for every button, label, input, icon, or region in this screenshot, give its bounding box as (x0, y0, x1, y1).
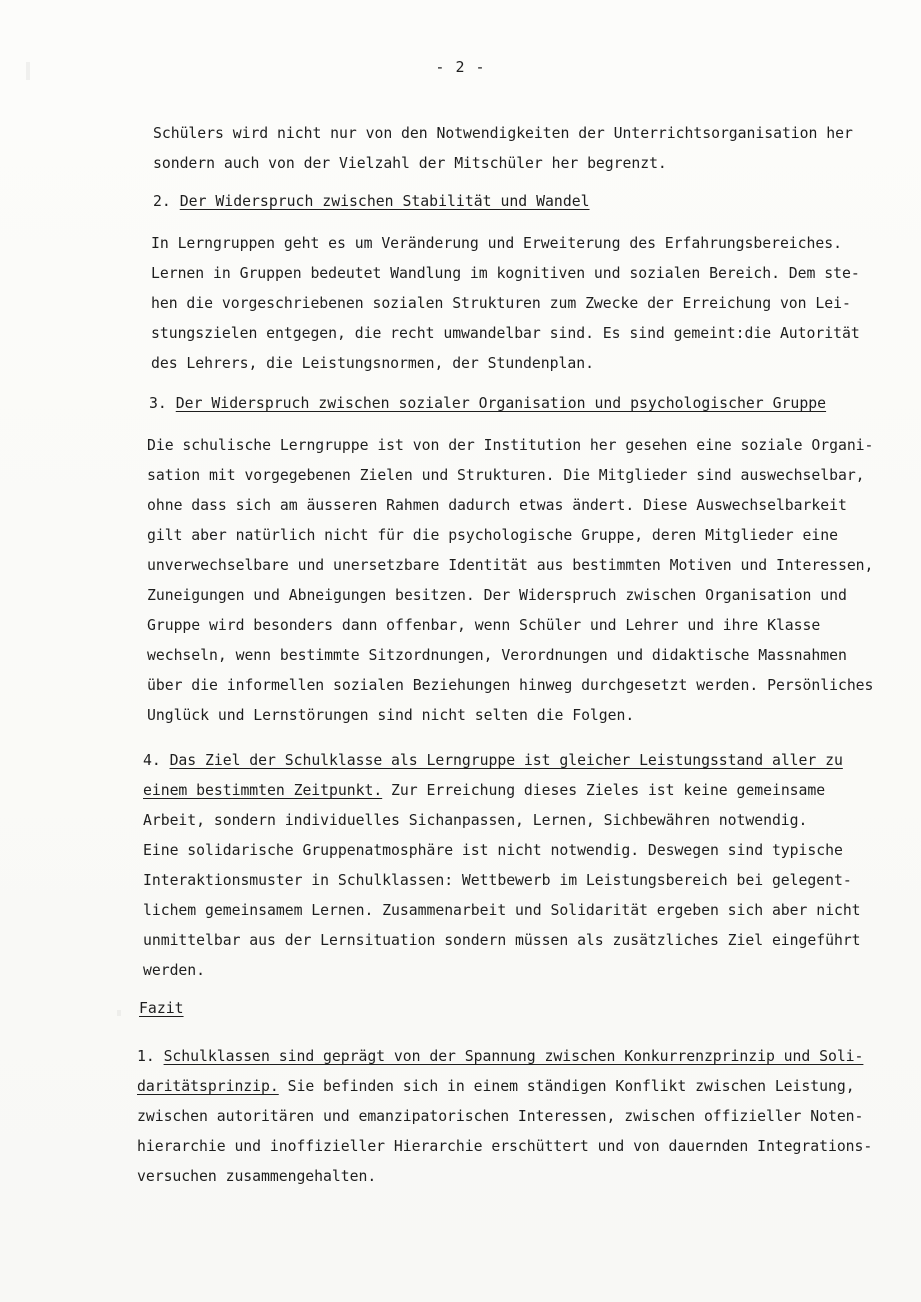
section-4 (143, 746, 861, 986)
text-line: über die informellen sozialen Beziehungen hinweg durchgesetzt werden. Persönliches (147, 677, 874, 694)
text-line: sondern auch von der Vielzahl der Mitschüler her begrenzt. (153, 155, 667, 172)
text-line: Interaktionsmuster in Schulklassen: Wettbewerb im Leistungsbereich bei gelegent- (143, 872, 852, 889)
section-title: Der Widerspruch zwischen Stabilität und Wandel (179, 193, 590, 210)
section-number: 4. (143, 752, 161, 769)
section-3-heading (149, 392, 826, 416)
section-title-continued: einem bestimmten Zeitpunkt. (143, 782, 383, 799)
text-line: stungszielen entgegen, die recht umwandelbar sind. Es sind gemeint:die Autorität (151, 325, 860, 342)
item-number: 1. (137, 1048, 155, 1065)
fazit-heading (139, 997, 184, 1021)
text-fragment: Zur Erreichung dieses Zieles ist keine gemeinsame (382, 782, 826, 799)
intro-paragraph (153, 119, 853, 179)
page-number: - 2 - (435, 58, 486, 76)
margin-mark (117, 1010, 121, 1016)
text-line: hierarchie und inoffizieller Hierarchie erschüttert und von dauernden Integrations- (137, 1138, 873, 1155)
text-line: wechseln, wenn bestimmte Sitzordnungen, Verordnungen und didaktische Massnahmen (147, 647, 847, 664)
text-line: Gruppe wird besonders dann offenbar, wenn Schüler und Lehrer und ihre Klasse (147, 617, 821, 634)
text-line: lichem gemeinsamem Lernen. Zusammenarbeit und Solidarität ergeben sich aber nicht (143, 902, 861, 919)
text-line: unverwechselbare und unersetzbare Identität aus bestimmten Motiven und Interessen, (147, 557, 874, 574)
section-3-body (147, 431, 873, 731)
text-line: werden. (143, 962, 206, 979)
fazit-item-heading-line-1 (137, 1042, 872, 1072)
section-4-heading-line-2 (143, 776, 861, 806)
section-4-heading-line-1 (143, 746, 861, 776)
section-title: Der Widerspruch zwischen sozialer Organisation und psychologischer Gruppe (175, 395, 827, 412)
section-2-body (151, 229, 860, 379)
text-line: Unglück und Lernstörungen sind nicht selten die Folgen. (147, 707, 635, 724)
text-fragment: Sie befinden sich in einem ständigen Konflikt zwischen Leistung, (278, 1078, 855, 1095)
text-line: gilt aber natürlich nicht für die psychologische Gruppe, deren Mitglieder eine (147, 527, 838, 544)
section-title: Das Ziel der Schulklasse als Lerngruppe ist gleicher Leistungsstand aller zu (169, 752, 843, 769)
text-line: hen die vorgeschriebenen sozialen Strukturen zum Zwecke der Erreichung von Lei- (151, 295, 851, 312)
section-2-heading (153, 190, 590, 214)
text-line: des Lehrers, die Leistungsnormen, der Stundenplan. (151, 355, 594, 372)
fazit-item-1 (137, 1042, 872, 1192)
text-line: sation mit vorgegebenen Zielen und Strukturen. Die Mitglieder sind auswechselbar, (147, 467, 865, 484)
fazit-item-heading-line-2 (137, 1072, 872, 1102)
text-line: versuchen zusammengehalten. (137, 1168, 377, 1185)
section-number: 3. (149, 395, 167, 412)
text-line: Die schulische Lerngruppe ist von der Institution her gesehen eine soziale Organi- (147, 437, 874, 454)
item-title: Schulklassen sind geprägt von der Spannung zwischen Konkurrenzprinzip und Soli- (163, 1048, 864, 1065)
text-line: In Lerngruppen geht es um Veränderung und Erweiterung des Erfahrungsbereiches. (151, 235, 842, 252)
text-line: zwischen autoritären und emanzipatorischen Interessen, zwischen offizieller Noten- (137, 1108, 864, 1125)
text-line: Eine solidarische Gruppenatmosphäre ist nicht notwendig. Deswegen sind typische (143, 842, 843, 859)
text-line: unmittelbar aus der Lernsituation sondern müssen als zusätzliches Ziel eingeführt (143, 932, 861, 949)
text-line: Lernen in Gruppen bedeutet Wandlung im kognitiven und sozialen Bereich. Dem ste- (151, 265, 860, 282)
fazit-title: Fazit (139, 1000, 184, 1017)
text-line: ohne dass sich am äusseren Rahmen dadurch etwas ändert. Diese Auswechselbarkeit (147, 497, 847, 514)
section-number: 2. (153, 193, 171, 210)
text-line: Schülers wird nicht nur von den Notwendigkeiten der Unterrichtsorganisation her (153, 125, 853, 142)
text-line: Arbeit, sondern individuelles Sichanpassen, Lernen, Sichbewähren notwendig. (143, 812, 808, 829)
item-title-continued: daritätsprinzip. (137, 1078, 279, 1095)
text-line: Zuneigungen und Abneigungen besitzen. Der Widerspruch zwischen Organisation und (147, 587, 847, 604)
